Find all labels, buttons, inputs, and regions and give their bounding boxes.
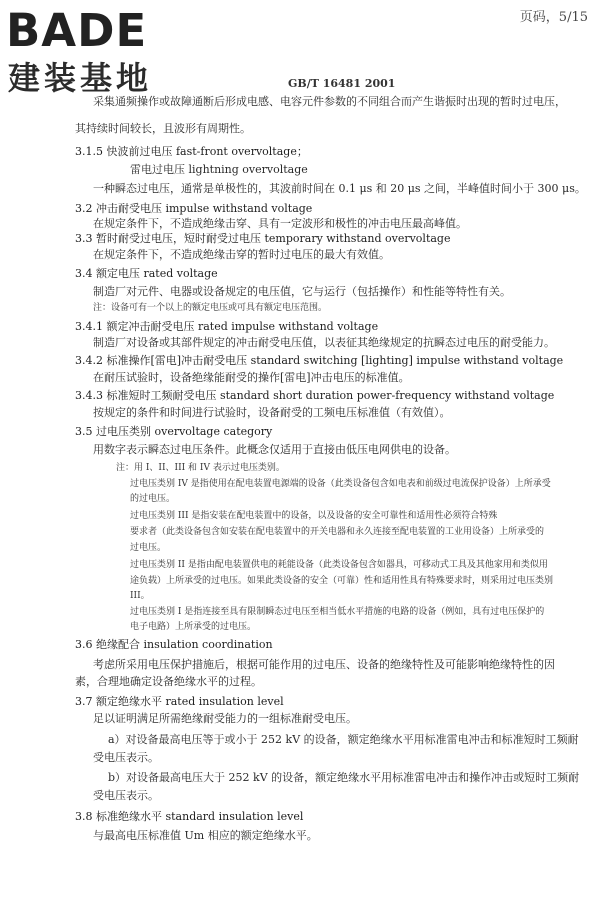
text-line: 制造厂对设备或其部件规定的冲击耐受电压值，以表征其绝缘规定的抗瞬态过电压的耐受能力。 — [93, 336, 555, 349]
note-line: III。 — [130, 591, 150, 601]
section-heading: 3.7 额定绝缘水平 rated insulation level — [75, 695, 284, 708]
logo-brand-text: BADE — [6, 4, 148, 57]
section-heading: 3.5 过电压类别 overvoltage category — [75, 425, 273, 438]
section-heading: 3.1.5 快波前过电压 fast-front overvoltage； — [75, 145, 308, 158]
section-heading: 3.4 额定电压 rated voltage — [75, 267, 218, 280]
text-line: 制造厂对元件、电器或设备规定的电压值，它与运行（包括操作）和性能等特性有关。 — [93, 285, 511, 298]
note-line: 过电压类别 II 是指由配电装置供电的耗能设备（此类设备包含如器具，可移动式工具及其他家用和类似用 — [130, 560, 548, 570]
text-line: 足以证明满足所需绝缘耐受能力的一组标准耐受电压。 — [93, 712, 357, 725]
note-line: 注：设备可有一个以上的额定电压或可具有额定电压范围。 — [93, 303, 328, 313]
text-line: a）对设备最高电压等于或小于 252 kV 的设备，额定绝缘水平用标准雷电冲击和标准短时工频耐 — [108, 733, 579, 746]
note-line: 要求者（此类设备包含如安装在配电装置中的开关电器和永久连接至配电装置的工业用设备）上所承受的 — [130, 527, 545, 537]
text-line: 考虑所采用电压保护措施后，根据可能作用的过电压、设备的绝缘特性及可能影响绝缘特性的因 — [93, 658, 555, 671]
text-line: 与最高电压标准值 Um 相应的额定绝缘水平。 — [93, 829, 318, 842]
logo-chinese-text: 建装基地 — [8, 59, 153, 97]
note-line: 电子电路）上所承受的过电压。 — [130, 622, 257, 632]
note-line: 过电压类别 I 是指连接至具有限制瞬态过电压至相当低水平措施的电路的设备（例如，具有过电压保护的 — [130, 607, 545, 617]
note-line: 的过电压。 — [130, 494, 176, 504]
text-line: 在规定条件下，不造成绝缘击穿的暂时过电压的最大有效值。 — [93, 248, 390, 261]
section-heading: 3.3 暂时耐受过电压，短时耐受过电压 temporary withstand overvoltage — [75, 232, 451, 245]
text-line: 一种瞬态过电压，通常是单极性的，其波前时间在 0.1 μs 和 20 μs 之间，半峰值时间小于 300 μs。 — [93, 182, 586, 195]
text-line: 素，合理地确定设备绝缘水平的过程。 — [75, 675, 262, 688]
standard-code: GB/T 16481 2001 — [288, 77, 396, 90]
text-line: 采集通频操作或故障通断后形成电感、电容元件参数的不同组合而产生谐振时出现的暂时过电压， — [93, 95, 566, 108]
text-line: 其持续时间较长，且波形有周期性。 — [75, 122, 251, 135]
section-heading: 3.2 冲击耐受电压 impulse withstand voltage — [75, 202, 313, 215]
text-line: 在规定条件下，不造成绝缘击穿、具有一定波形和极性的冲击电压最高峰值。 — [93, 217, 467, 230]
section-heading: 3.4.3 标准短时工频耐受电压 standard short duration power-frequency withstand voltage — [75, 389, 555, 402]
text-line: b）对设备最高电压大于 252 kV 的设备，额定绝缘水平用标准雷电冲击和操作冲击或短时工频耐 — [108, 771, 580, 784]
text-line: 雷电过电压 lightning overvoltage — [130, 163, 308, 176]
text-line: 受电压表示。 — [93, 751, 159, 764]
section-heading: 3.8 标准绝缘水平 standard insulation level — [75, 810, 304, 823]
note-line: 注：用 I、II、III 和 IV 表示过电压类别。 — [116, 463, 285, 473]
note-line: 途负载）上所承受的过电压。如果此类设备的安全（可靠）性和适用性具有特殊要求时，则采用过电压类别 — [130, 576, 554, 586]
note-line: 过电压。 — [130, 543, 167, 553]
section-heading: 3.6 绝缘配合 insulation coordination — [75, 638, 273, 651]
page-number: 页码，5/15 — [519, 10, 588, 25]
text-line: 受电压表示。 — [93, 789, 159, 802]
section-heading: 3.4.1 额定冲击耐受电压 rated impulse withstand voltage — [75, 320, 379, 333]
text-line: 在耐压试验时，设备绝缘能耐受的操作[雷电]冲击电压的标准值。 — [93, 371, 410, 384]
note-line: 过电压类别 IV 是指使用在配电装置电源端的设备（此类设备包含如电表和前级过电流保护设备）上所承受 — [130, 479, 551, 489]
section-heading: 3.4.2 标准操作[雷电]冲击耐受电压 standard switching [lighting] impulse withstand voltage — [75, 354, 564, 367]
text-line: 用数字表示瞬态过电压条件。此概念仅适用于直接由低压电网供电的设备。 — [93, 443, 456, 456]
text-line: 按规定的条件和时间进行试验时，设备耐受的工频电压标准值（有效值）。 — [93, 406, 451, 419]
note-line: 过电压类别 III 是指安装在配电装置中的设备，以及设备的安全可靠性和适用性必须符合特殊 — [130, 511, 498, 521]
